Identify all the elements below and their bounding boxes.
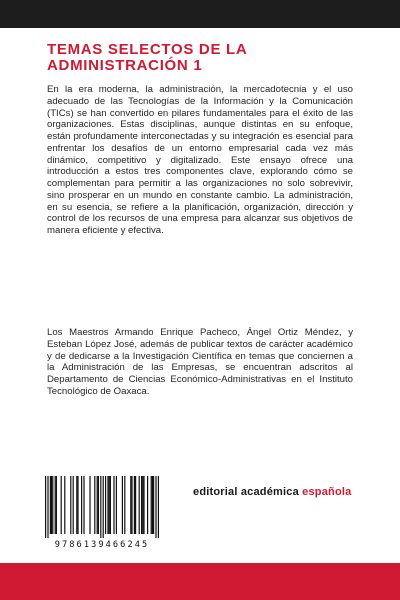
barcode-bar (56, 476, 57, 534)
barcode-bar (81, 476, 82, 534)
barcode-bar (76, 476, 77, 534)
barcode-bar (153, 476, 154, 534)
barcode-bar (61, 476, 62, 534)
barcode-bar (64, 476, 65, 534)
barcode-bars (38, 470, 166, 540)
barcode-bar (45, 476, 46, 538)
barcode-bar (98, 476, 99, 534)
top-band (0, 0, 400, 28)
barcode-bar (139, 476, 140, 534)
barcode-bar (147, 476, 148, 534)
isbn-barcode (38, 470, 166, 552)
book-title: TEMAS SELECTOS DE LA ADMINISTRACIÓN 1 (47, 41, 248, 74)
authors-bio: Los Maestros Armando Enrique Pacheco, Ángel Ortiz Méndez, y Esteban López José, además de publicar textos de carácter académico y de dedicarse a la Investigación Científica en temas que conciernen a la Administración de las Empresas, se encuentran adscritos al Departamento de Ciencias Económico-Administrativas en el Instituto Tecnológico de Oaxaca. (47, 327, 353, 397)
barcode-bar (113, 476, 114, 534)
barcode-bar (130, 476, 131, 534)
barcode-bar (131, 476, 132, 534)
publisher-logo (193, 486, 351, 498)
barcode-bar (47, 476, 48, 538)
barcode-bar (50, 476, 51, 534)
barcode-bar (103, 476, 104, 538)
barcode-bar (151, 476, 152, 534)
barcode-bar (105, 476, 106, 534)
barcode-bar (89, 476, 90, 534)
barcode-bar (109, 476, 110, 534)
barcode-bar (135, 476, 136, 534)
barcode-bar (124, 476, 125, 534)
barcode-bar (134, 476, 135, 534)
publisher-name: editorial académica (193, 486, 303, 498)
isbn-number: 9786139466245 (54, 540, 150, 550)
barcode-bar (52, 476, 53, 534)
barcode-bar (158, 476, 159, 538)
synopsis-text: En la era moderna, la administración, la mercadotecnia y el uso adecuado de las Tecnologías de la Información y la Comunicación (TICs) se han convertido en pilares fundamentales para el éxito de las organizaciones. Estas disciplinas, aunque distintas en su enfoque, están profundamente interconectadas y su integración es esencial para enfrentar los desafíos de un entorno empresarial cada vez más dinámico, competitivo y digitalizado. Este ensayo ofrece una introducción a estos tres componentes clave, explorando cómo se complementan para permitir a las organizaciones no solo sobrevivir, sino prosperar en un mundo en constante cambio. La administración, en su esencia, se refiere a la planificación, organización, dirección y control de los recursos de una empresa para alcanzar sus objetivos de manera eficiente y efectiva. (47, 84, 353, 236)
barcode-bar (94, 476, 95, 534)
barcode-bar (155, 476, 156, 538)
barcode-bar (51, 476, 52, 534)
barcode-bar (55, 476, 56, 534)
barcode-bar (77, 476, 78, 534)
barcode-bar (116, 476, 117, 534)
barcode-bar (141, 476, 142, 534)
barcode-bar (83, 476, 84, 534)
bottom-band (0, 563, 400, 600)
barcode-bar (142, 476, 143, 534)
barcode-bar (122, 476, 123, 534)
barcode-bar (143, 476, 144, 534)
barcode-bar (100, 476, 101, 538)
barcode-bar (152, 476, 153, 534)
barcode-bar (110, 476, 111, 534)
publisher-name-accent: española (302, 486, 352, 498)
barcode-bar (73, 476, 74, 534)
barcode-bar (70, 476, 71, 534)
barcode-bar (107, 476, 108, 534)
barcode-bar (97, 476, 98, 534)
